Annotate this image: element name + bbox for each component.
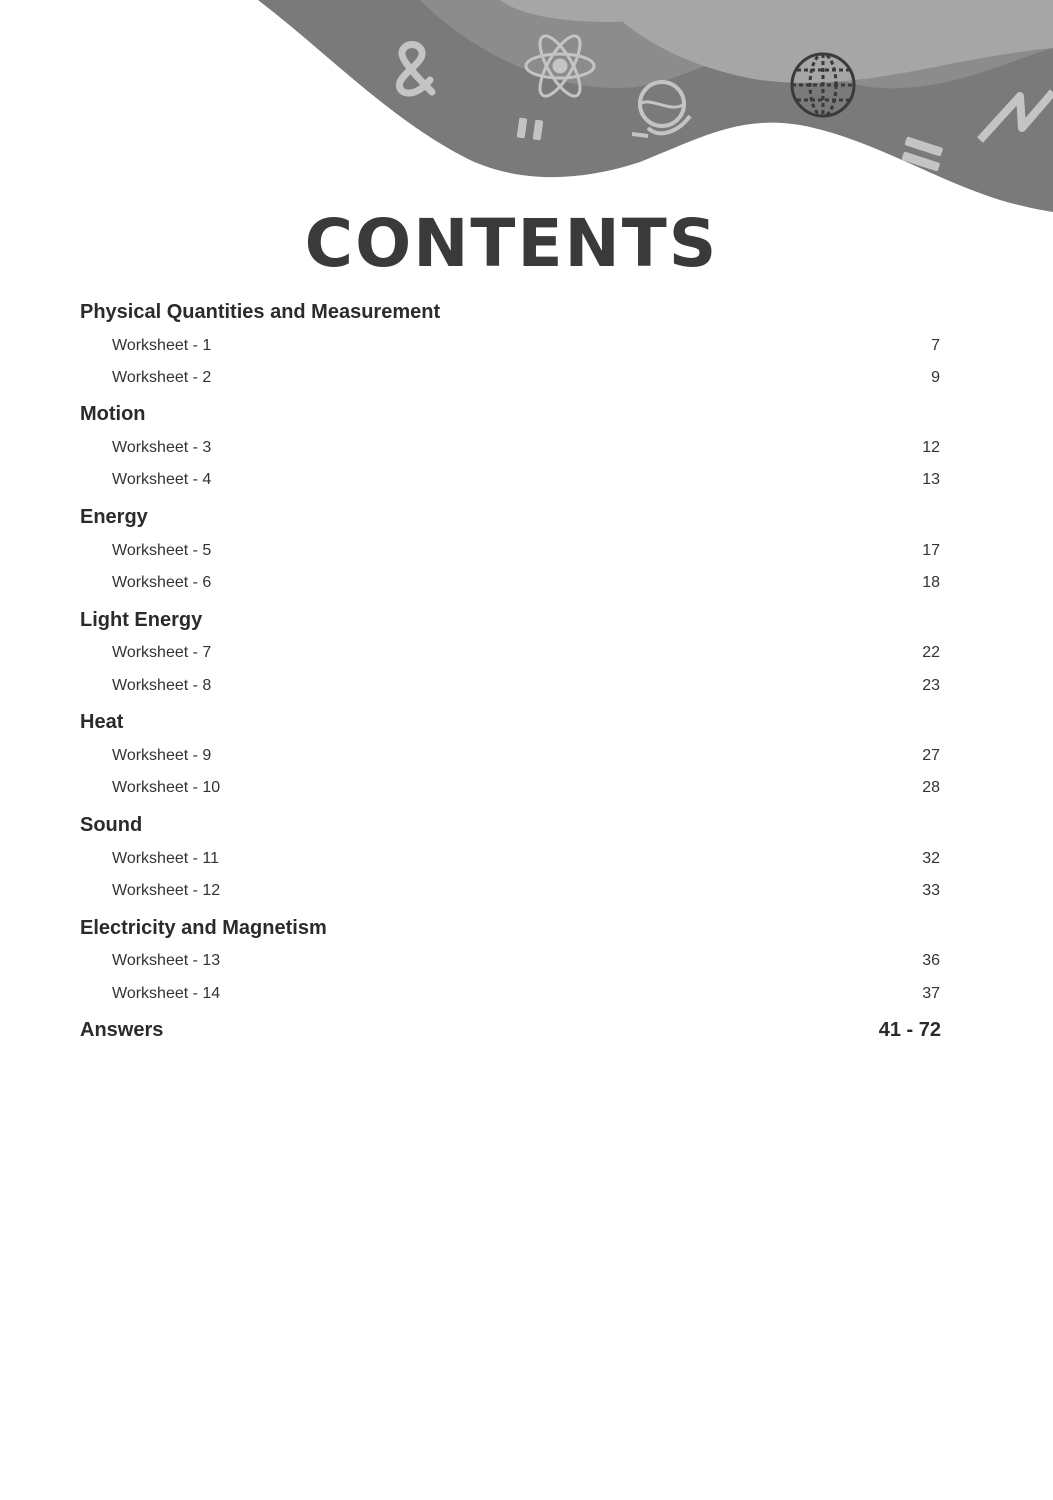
worksheet-label: Worksheet - 13	[112, 952, 221, 969]
worksheet-label: Worksheet - 11	[112, 850, 220, 867]
worksheet-label: Worksheet - 2	[112, 369, 212, 386]
section-title: Electricity and Magnetism	[80, 917, 327, 939]
page-number: 17	[922, 542, 940, 559]
section-title: Physical Quantities and Measurement	[80, 301, 441, 323]
toc-entry[interactable]	[112, 745, 940, 767]
page-number: 28	[922, 779, 940, 796]
worksheet-label: Worksheet - 5	[112, 542, 212, 559]
answers-pages: 41 - 72	[878, 1019, 941, 1041]
toc-entry[interactable]	[112, 642, 940, 664]
toc-entry[interactable]	[112, 983, 940, 1005]
toc-entry[interactable]	[112, 777, 940, 799]
toc-entry[interactable]	[112, 335, 940, 357]
toc-entry[interactable]	[112, 848, 940, 870]
page-number: 32	[922, 850, 940, 867]
section-title: Motion	[80, 403, 146, 425]
page-number: 27	[922, 747, 940, 764]
worksheet-label: Worksheet - 3	[112, 439, 212, 456]
worksheet-label: Worksheet - 10	[112, 779, 221, 796]
worksheet-label: Worksheet - 8	[112, 677, 212, 694]
toc-entry[interactable]	[112, 572, 940, 594]
page-number: 18	[922, 574, 940, 591]
page-number: 13	[922, 471, 940, 488]
page-number: 33	[922, 882, 940, 899]
answers-entry[interactable]	[80, 1017, 941, 1043]
page-number: 22	[922, 644, 940, 661]
worksheet-label: Worksheet - 7	[112, 644, 212, 661]
page-number: 9	[931, 369, 940, 386]
worksheet-label: Worksheet - 9	[112, 747, 212, 764]
page-number: 23	[922, 677, 940, 694]
toc-entry[interactable]	[112, 880, 940, 902]
section-title: Light Energy	[80, 609, 203, 631]
toc-entry[interactable]	[112, 675, 940, 697]
worksheet-label: Worksheet - 1	[112, 337, 212, 354]
page-number: 12	[922, 439, 940, 456]
section-title: Sound	[80, 814, 143, 836]
toc-entry[interactable]	[112, 367, 940, 389]
worksheet-label: Worksheet - 14	[112, 985, 221, 1002]
section-title: Heat	[80, 711, 124, 733]
page-title: CONTENTS	[304, 205, 719, 282]
page-number: 7	[931, 337, 940, 354]
toc-entry[interactable]	[112, 437, 940, 459]
section-title: Energy	[80, 506, 148, 528]
worksheet-label: Worksheet - 6	[112, 574, 212, 591]
toc-entry[interactable]	[112, 540, 940, 562]
answers-label: Answers	[80, 1019, 164, 1041]
worksheet-label: Worksheet - 12	[112, 882, 221, 899]
page-number: 37	[922, 985, 940, 1002]
page-number: 36	[922, 952, 940, 969]
toc-entry[interactable]	[112, 950, 940, 972]
toc-entry[interactable]	[112, 469, 940, 491]
worksheet-label: Worksheet - 4	[112, 471, 212, 488]
